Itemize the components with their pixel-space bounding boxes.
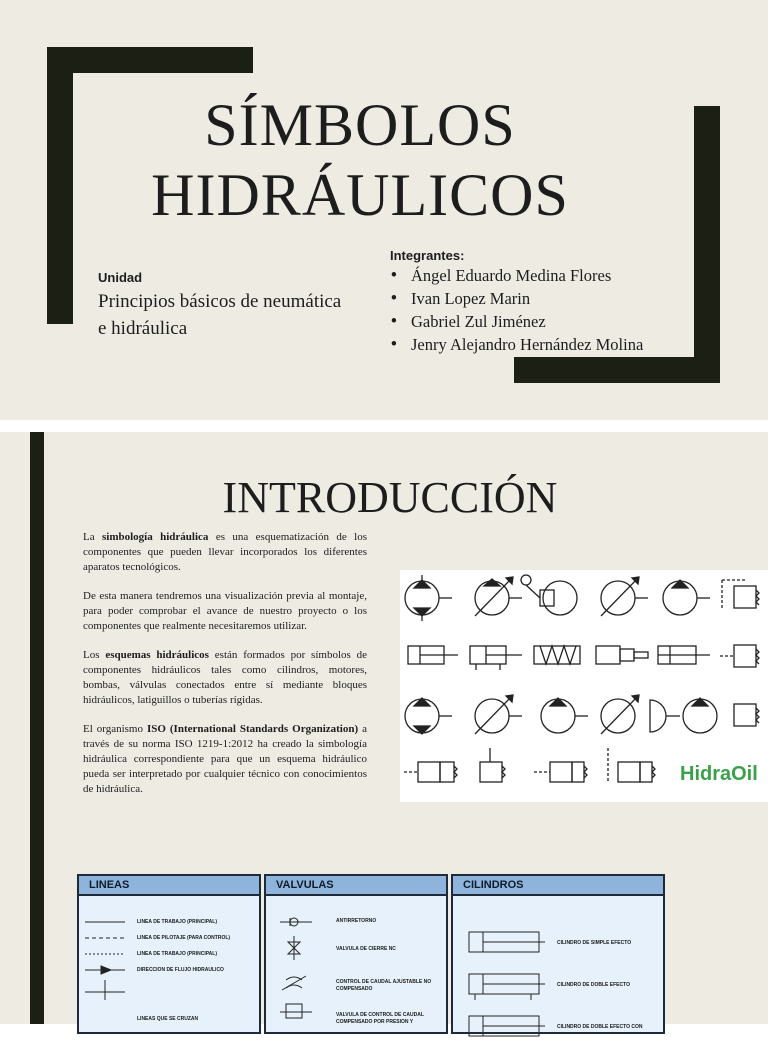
frame-bar-left	[47, 47, 73, 324]
panel-heading: LINEAS	[79, 876, 259, 896]
frame-bar-bottom-right	[514, 357, 720, 383]
panel-row-label: CILINDRO DE DOBLE EFECTO CON	[557, 1024, 643, 1030]
member-item: • Ángel Eduardo Medina Flores	[390, 264, 650, 287]
p4-bold: ISO (International Standards Organization)	[146, 723, 359, 735]
members-label: Integrantes:	[390, 248, 465, 263]
paragraph-3	[83, 648, 367, 708]
panel-row-label: CILINDRO DE SIMPLE EFECTO	[557, 940, 632, 946]
panel-heading: VALVULAS	[266, 876, 446, 896]
unit-text: Principios básicos de neumática e hidráulica	[98, 291, 342, 339]
panel-row-label: CILINDRO DE DOBLE EFECTO	[557, 982, 630, 988]
symbols-illustration	[400, 570, 768, 802]
title-line-2: HIDRÁULICOS	[151, 162, 569, 228]
panel-heading: CILINDROS	[453, 876, 663, 896]
symbols-table-slide	[0, 864, 768, 1030]
panel-lineas	[77, 874, 261, 1034]
title-line-1: SÍMBOLOS	[204, 92, 516, 158]
frame-bar-right	[694, 106, 720, 383]
panel-row-label: LINEA DE TRABAJO (PRINCIPAL)	[137, 919, 217, 925]
hidraoil-logo: HidraOil	[680, 763, 758, 785]
panel-row-label: LINEA DE TRABAJO (PRINCIPAL)	[137, 951, 217, 957]
title-slide	[0, 0, 768, 420]
p4-text-pre: El organismo	[83, 723, 147, 735]
panel-row-label: ANTIRRETORNO	[336, 918, 377, 924]
intro-slide	[0, 432, 768, 864]
members-list	[390, 264, 650, 356]
hydraulic-symbols-image	[400, 570, 768, 802]
slide-title	[100, 90, 620, 230]
p3-bold: esquemas hidráulicos	[105, 649, 209, 661]
panel-row-label: VALVULA DE CONTROL DE CAUDAL COMPENSADO POR PRESION Y	[336, 1012, 424, 1025]
member-item: • Jenry Alejandro Hernández Molina	[390, 333, 650, 356]
accent-bar-left	[30, 432, 44, 864]
p3-text-pre: Los	[83, 649, 106, 661]
paragraph-1	[83, 530, 367, 575]
accent-bar-left-lower	[30, 864, 44, 1024]
panel-row-label: DIRECCION DE FLUJO HIDRAULICO	[137, 967, 224, 973]
paragraph-4	[83, 722, 367, 797]
panel-cilindros	[451, 874, 665, 1034]
intro-body	[83, 530, 367, 811]
p3-text-post: están formados por símbolos de componentes hidráulicos tales como cilindros, motores, bombas, válvulas conectados entre sí mediante bloques hidráulicos, latiguillos o tuberías rígidas.	[83, 649, 367, 706]
panel-row-label: LINEAS QUE SE CRUZAN	[137, 1016, 199, 1022]
panel-row-label: VALVULA DE CIERRE NC	[336, 946, 396, 952]
intro-title: INTRODUCCIÓN	[222, 473, 558, 522]
p4-text-post: a través de su norma ISO 1219-1:2012 ha creado la simbología hidráulica correspondiente para que un esquema hidráulico pueda ser interpretado por cualquier técnico con conocimientos de hidráulica.	[83, 723, 367, 795]
frame-bar-top-left	[47, 47, 253, 73]
member-item: • Gabriel Zul Jiménez	[390, 310, 650, 333]
panel-valvulas	[264, 874, 448, 1034]
p1-text-pre: La	[83, 531, 102, 543]
p1-text-post: es una esquematización de los componentes que pueden llevar incorporados los diferentes aparatos tecnológicos.	[83, 531, 367, 573]
member-item: • Ivan Lopez Marin	[390, 287, 650, 310]
unit-label: Unidad	[98, 270, 143, 285]
p1-bold: simbología hidráulica	[102, 531, 209, 543]
panel-row-label: CONTROL DE CAUDAL AJUSTABLE NO COMPENSADO	[336, 979, 432, 992]
paragraph-2: De esta manera tendremos una visualización previa al montaje, para poder comprobar el avance de nuestro proyecto o los componentes que realmente necesitaremos utilizar.	[83, 590, 367, 632]
panel-row-label: LINEA DE PILOTAJE (PARA CONTROL)	[137, 935, 231, 941]
